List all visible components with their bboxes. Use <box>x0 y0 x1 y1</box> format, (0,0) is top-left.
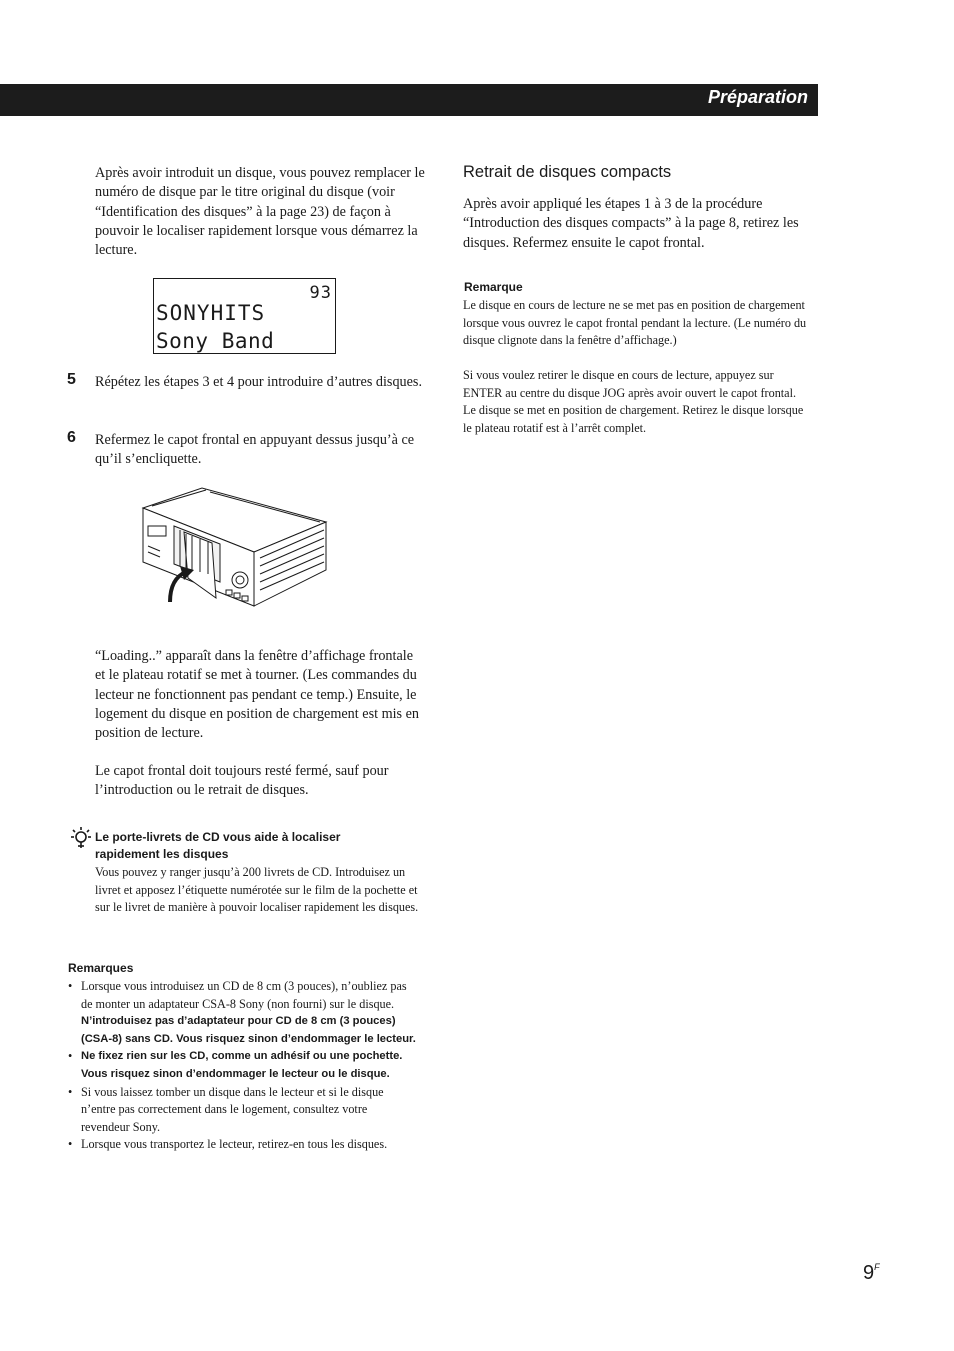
tip-title: Le porte-livrets de CD vous aide à localiser rapidement les disques <box>95 830 341 862</box>
lcd-display <box>153 278 336 354</box>
lcd-disc-number: 93 <box>309 283 332 303</box>
note-item-warning: • Ne fixez rien sur les CD, comme un adhésif ou une pochette. Vous risquez sinon d’endommager le lecteur ou le disque. <box>81 1050 403 1080</box>
note-item-warning: N’introduisez pas d’adaptateur pour CD de 8 cm (3 pouces) (CSA-8) sans CD. Vous risquez sinon d’endommager le lecteur. <box>81 1015 416 1045</box>
step-number-5: 5 <box>67 371 76 388</box>
page-number <box>863 1262 880 1285</box>
section-title: Retrait de disques compacts <box>463 163 672 181</box>
notes-list <box>67 978 419 1154</box>
note-item-text: Lorsque vous transportez le lecteur, retirez-en tous les disques. <box>81 1137 388 1152</box>
intro-paragraph: Après avoir introduit un disque, vous pouvez remplacer le numéro de disque par le titre original du disque (voir “Identification des disques” à la page 23) de façon à pouvoir le localiser rapidement lorsque vous démarrez la lecture. <box>95 165 425 259</box>
lightbulb-icon <box>70 826 92 850</box>
cover-paragraph: Le capot frontal doit toujours resté fermé, sauf pour l’introduction ou le retrait de disques. <box>95 763 389 799</box>
notes-heading: Remarques <box>68 961 134 975</box>
note-item-text: Si vous laissez tomber un disque dans le lecteur et si le disque n’entre pas correctement dans le logement, consultez votre revendeur Sony. <box>81 1084 384 1134</box>
removal-paragraph: Après avoir appliqué les étapes 1 à 3 de la procédure “Introduction des disques compacts” à la page 8, retirez les disques. Refermez ensuite le capot frontal. <box>463 196 799 251</box>
lcd-artist-line: Sony Band <box>156 329 275 353</box>
note-item <box>67 1084 419 1137</box>
page-number-suffix: F <box>874 1262 880 1272</box>
tip-body: Vous pouvez y ranger jusqu’à 200 livrets de CD. Introduisez un livret et apposez l’étiquette numérotée sur le film de la pochette et sur le livret de manière à pouvoir localiser rapidement les disques. <box>95 865 419 915</box>
note-item-text: Lorsque vous introduisez un CD de 8 cm (3 pouces), n’oubliez pas de monter un adaptateur CSA-8 Sony (non fourni) sur le disque. <box>81 979 407 1011</box>
step-text-6: Refermez le capot frontal en appuyant dessus jusqu’à ce qu’il s’encliquette. <box>95 432 415 468</box>
note-item <box>67 1136 419 1154</box>
step-number-6: 6 <box>67 429 76 446</box>
note-item <box>67 978 419 1048</box>
cd-player-illustration <box>140 486 330 612</box>
page-number-value: 9 <box>863 1262 875 1284</box>
note-heading: Remarque <box>464 280 523 294</box>
loading-paragraph: “Loading..” apparaît dans la fenêtre d’affichage frontale et le plateau rotatif se met à tourner. (Les commandes du lecteur ne fonctionnent pas pendant ce temp.) Ensuite, le logement du disque en position de chargement est mis en position de lecture. <box>95 648 420 742</box>
section-header-title: Préparation <box>707 87 808 107</box>
header-bar <box>0 84 818 116</box>
lcd-title-line: SONYHITS <box>156 301 266 325</box>
note-paragraph-1: Le disque en cours de lecture ne se met pas en position de chargement lorsque vous ouvrez le capot frontal pendant la lecture. (Le numéro du disque clignote dans la fenêtre d’affichage.) <box>463 298 807 348</box>
step-text-5: Répétez les étapes 3 et 4 pour introduire d’autres disques. <box>95 374 422 390</box>
note-item <box>67 1048 419 1083</box>
note-paragraph-2: Si vous voulez retirer le disque en cours de lecture, appuyez sur ENTER au centre du disque JOG après avoir ouvert le capot frontal. Le disque se met en position de chargement. Retirez le disque lorsque le plateau rotatif est à l’arrêt complet. <box>463 368 804 435</box>
